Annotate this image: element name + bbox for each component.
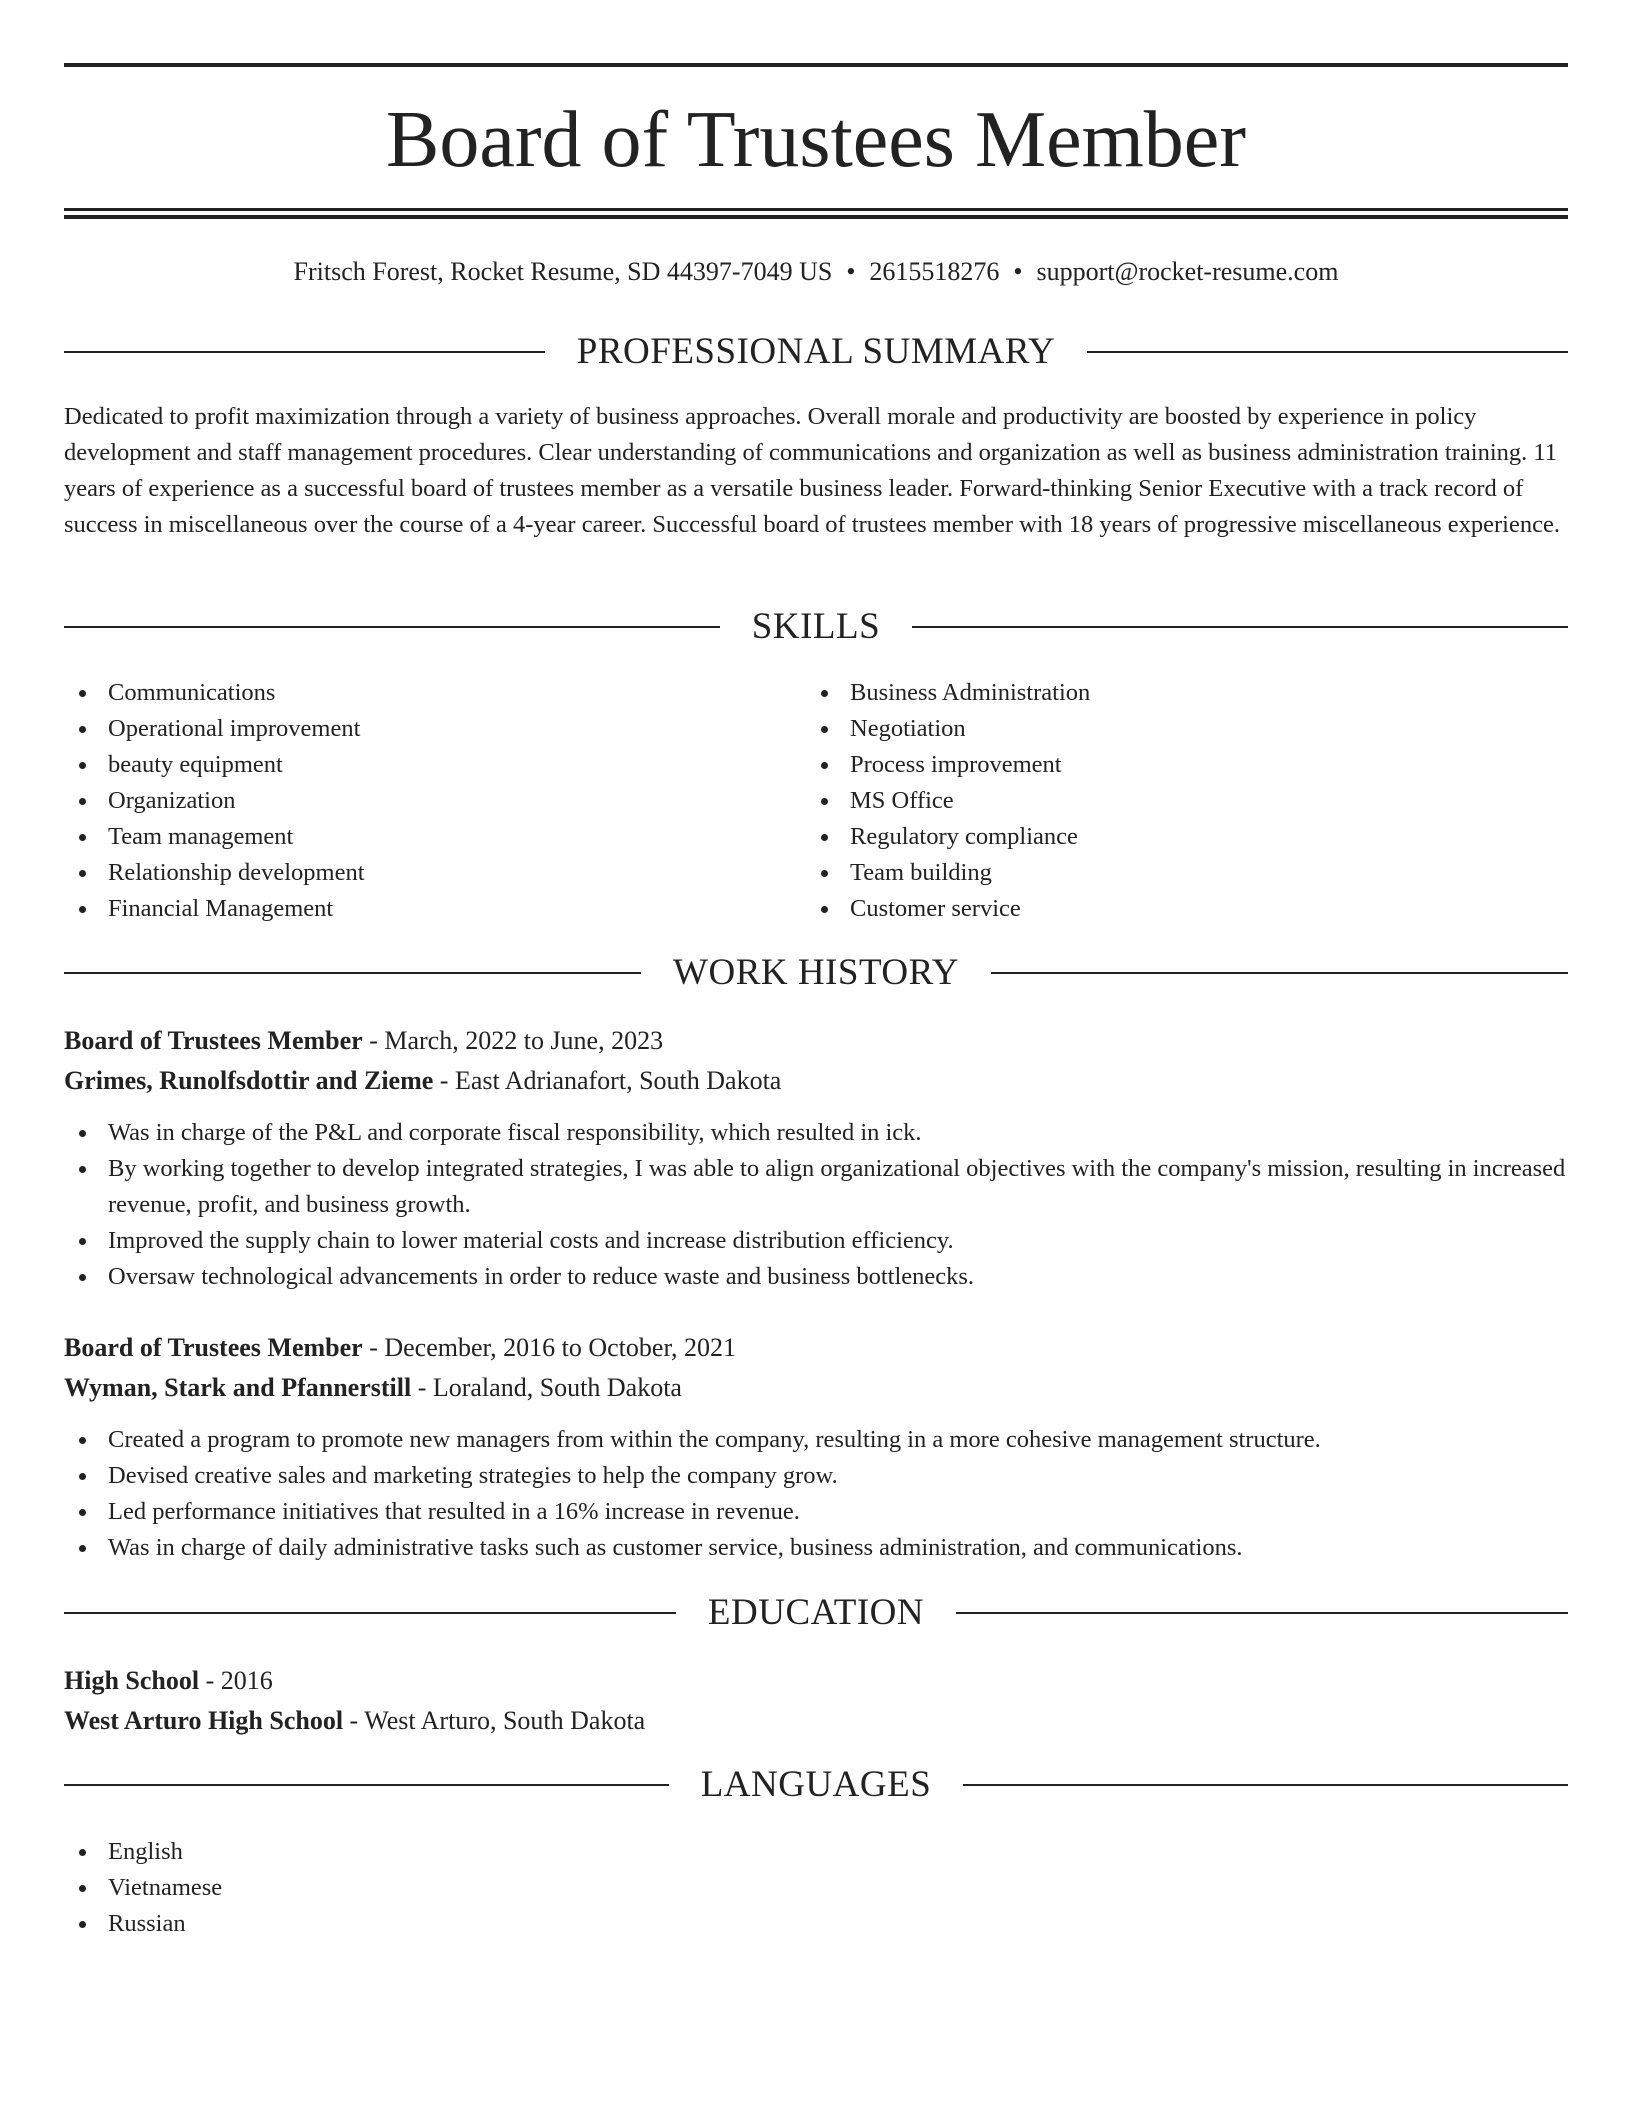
heading-rule xyxy=(64,972,641,974)
job-bullet: Was in charge of the P&L and corporate fiscal responsibility, which resulted in ick. xyxy=(64,1115,1568,1151)
skills-column-left xyxy=(64,675,764,927)
job-bullet: Devised creative sales and marketing strategies to help the company grow. xyxy=(64,1458,1568,1494)
skill-item: Operational improvement xyxy=(64,711,764,747)
job-1-role: Board of Trustees Member xyxy=(64,1026,363,1055)
education-school: West Arturo High School xyxy=(64,1706,344,1735)
job-2-location: - Loraland, South Dakota xyxy=(417,1373,682,1402)
name-rule-upper xyxy=(64,208,1568,211)
job-2-company: Wyman, Stark and Pfannerstill xyxy=(64,1373,412,1402)
job-1-dates: - March, 2022 to June, 2023 xyxy=(369,1026,664,1055)
job-bullet: By working together to develop integrated strategies, I was able to align organizational objectives with the company's mission, resulting in increased revenue, profit, and business growth. xyxy=(64,1151,1568,1223)
education-year: - 2016 xyxy=(205,1666,273,1695)
skill-item: Organization xyxy=(64,783,764,819)
name-rule-lower xyxy=(64,215,1568,219)
heading-rule xyxy=(912,626,1568,628)
contact-phone: 2615518276 xyxy=(869,257,1000,286)
skill-item: Negotiation xyxy=(806,711,1506,747)
job-bullet: Improved the supply chain to lower material costs and increase distribution efficiency. xyxy=(64,1223,1568,1259)
education-heading xyxy=(64,1591,1568,1635)
heading-rule xyxy=(1087,351,1568,353)
language-item: English xyxy=(64,1834,222,1870)
heading-rule xyxy=(64,626,720,628)
skill-item: Process improvement xyxy=(806,747,1506,783)
skills-heading xyxy=(64,605,1568,649)
heading-rule xyxy=(963,1784,1568,1786)
language-item: Russian xyxy=(64,1906,222,1942)
job-bullet: Oversaw technological advancements in order to reduce waste and business bottlenecks. xyxy=(64,1259,1568,1295)
heading-rule xyxy=(956,1612,1568,1614)
work-heading xyxy=(64,951,1568,995)
summary-title: PROFESSIONAL SUMMARY xyxy=(576,331,1056,372)
heading-rule xyxy=(64,351,545,353)
contact-line xyxy=(64,255,1568,289)
summary-heading xyxy=(64,330,1568,374)
job-1-location: - East Adrianafort, South Dakota xyxy=(439,1066,782,1095)
job-bullet: Created a program to promote new managers from within the company, resulting in a more cohesive management structure. xyxy=(64,1422,1568,1458)
job-2-title-line xyxy=(64,1331,1568,1365)
skills-column-right xyxy=(806,675,1506,927)
skill-item: Regulatory compliance xyxy=(806,819,1506,855)
skill-item: Team building xyxy=(806,855,1506,891)
skill-item: Customer service xyxy=(806,891,1506,927)
skill-item: MS Office xyxy=(806,783,1506,819)
language-item: Vietnamese xyxy=(64,1870,222,1906)
contact-email: support@rocket-resume.com xyxy=(1036,257,1339,286)
languages-title: LANGUAGES xyxy=(700,1764,932,1805)
job-1-company-line xyxy=(64,1064,1568,1098)
job-1-bullets xyxy=(64,1115,1568,1295)
education-location: - West Arturo, South Dakota xyxy=(349,1706,646,1735)
job-1-company: Grimes, Runolfsdottir and Zieme xyxy=(64,1066,434,1095)
job-1-title-line xyxy=(64,1024,1568,1058)
skill-item: Communications xyxy=(64,675,764,711)
job-2-company-line xyxy=(64,1371,1568,1405)
education-title: EDUCATION xyxy=(707,1592,925,1633)
top-rule xyxy=(64,63,1568,67)
education-school-line xyxy=(64,1704,1568,1738)
skill-item: Team management xyxy=(64,819,764,855)
education-degree-line xyxy=(64,1664,1568,1698)
contact-separator: • xyxy=(1013,257,1023,286)
resume-name: Board of Trustees Member xyxy=(386,96,1246,184)
skill-item: Relationship development xyxy=(64,855,764,891)
heading-rule xyxy=(991,972,1568,974)
education-degree: High School xyxy=(64,1666,200,1695)
skill-item: Business Administration xyxy=(806,675,1506,711)
heading-rule xyxy=(64,1784,669,1786)
languages-heading xyxy=(64,1763,1568,1807)
languages-list xyxy=(64,1834,222,1942)
contact-address: Fritsch Forest, Rocket Resume, SD 44397-7049 US xyxy=(293,257,833,286)
skill-item: beauty equipment xyxy=(64,747,764,783)
job-bullet: Was in charge of daily administrative tasks such as customer service, business administration, and communications. xyxy=(64,1530,1568,1566)
job-bullet: Led performance initiatives that resulted in a 16% increase in revenue. xyxy=(64,1494,1568,1530)
heading-rule xyxy=(64,1612,676,1614)
job-2-role: Board of Trustees Member xyxy=(64,1333,363,1362)
summary-text: Dedicated to profit maximization through a variety of business approaches. Overall morale and productivity are boosted by experience in policy development and staff management procedures. Clear understanding of communications and organization as well as business administration training. 11 years of experience as a successful board of trustees member as a versatile business leader. Forward-thinking Senior Executive with a track record of success in miscellaneous over the course of a 4-year career. Successful board of trustees member with 18 years of progressive miscellaneous experience. xyxy=(64,403,1560,538)
skills-title: SKILLS xyxy=(751,606,881,647)
job-2-dates: - December, 2016 to October, 2021 xyxy=(369,1333,737,1362)
job-2-bullets xyxy=(64,1422,1568,1566)
work-title: WORK HISTORY xyxy=(673,952,959,993)
skill-item: Financial Management xyxy=(64,891,764,927)
contact-separator: • xyxy=(846,257,856,286)
